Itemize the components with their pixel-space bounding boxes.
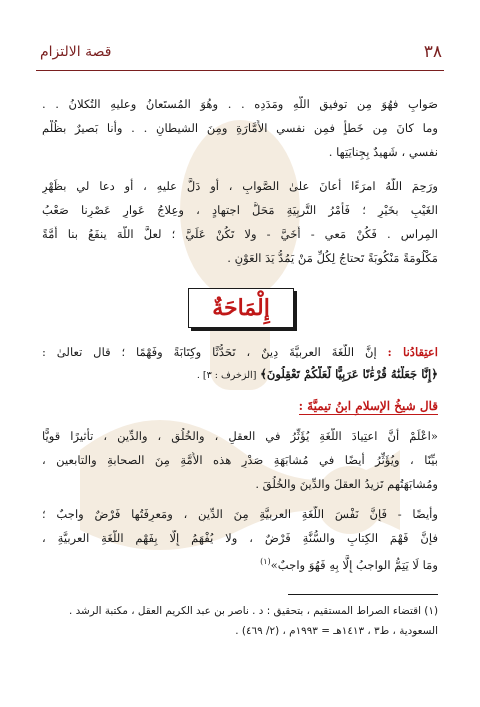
quote-heading: قال شيخُ الإسلامِ ابنُ تيميَّةَ : [298, 399, 438, 413]
verse-line [42, 366, 438, 384]
quran-verse: ﴿إِنَّا جَعَلْنَٰهُ قُرْءَٰنًا عَرَبِيًّا لَّعَلَّكُمْ تَعْقِلُونَ﴾ [260, 367, 438, 381]
belief-line [42, 344, 438, 360]
text-line: فإنَّ فَهْمَ الكِتابِ والسُّنَّةِ فَرْضٌ ، ولا يُفْهَمُ إِلَّا بِفَهْمِ اللُّغَةِ العربيَّةِ ، [42, 531, 438, 545]
verse-reference: [الزخرف : ٣] . [196, 370, 257, 381]
text-line: وأيضًا - فَإِنَّ نَفْسَ اللُّغَةِ العربيَّةِ مِنَ الدِّينِ ، ومَعرِفَتُها فَرْضٌ واجبٌ ؛ [42, 507, 438, 521]
belief-label: اعتِقادُنا : [387, 345, 438, 359]
text-line: وما كانَ مِن خَطأٍ فمِن نفسي الأَمَّارَةِ ومِنَ الشيطانِ . . وأنا بَصيرٌ بظُلْمِ [42, 121, 438, 135]
header-divider [36, 70, 444, 71]
text-line: نفسي ، شَهيدٌ بِجِنايَتِها . [328, 145, 438, 159]
page-number: ٣٨ [423, 42, 442, 62]
text-line: ورَحِمَ اللَّهُ امرَءًا أعانَ علىٰ الصَّوابِ ، أو دَلَّ عليهِ ، أو دعا لي بظَهْرِ [42, 179, 438, 193]
text-line: صَوابٍ فهُوَ مِن توفيقِ اللَّهِ ومَدَدِه . . وهُوَ المُستَعانُ وعليهِ التُكلانُ . . [42, 97, 438, 111]
text-line: بيِّنًا ، ويُؤَثِّرُ أيضًا في مُشابَهَةِ صَدْرِ هذه الأُمَّةِ مِنَ الصحابةِ والتابعين ، [42, 453, 438, 467]
footnote-line: (١) اقتضاء الصراط المستقيم ، بتحقيق : د . ناصر بن عبد الكريم العقل ، مكتبة الرشد . [68, 605, 438, 617]
footnote-line: السعودية ، ط٣ ، ١٤١٣هـ = ١٩٩٣م ، (٢/ ٤٦٩) . [235, 625, 438, 637]
text-line: ومَا لَا يَتِمُّ الواجبُ إِلَّا بِهِ فَهُوَ واجبٌ»$^{(١)}$ [260, 557, 438, 572]
text-line: مَكْلُومَةً مَنْكُوبَةً تَحتاجُ لِكُلِّ مَنْ يَمُدُّ يَدَ العَوْنِ . [227, 251, 438, 265]
section-title-box [188, 288, 294, 328]
running-title: قصة الالتزام [40, 44, 112, 60]
text-line: المِراسِ . فَكُنْ مَعي - أُخَيَّ - ولا تَكُنْ عَلَيَّ ؛ لعلَّ اللَّهَ ينفَعُ بنا أُمَّةً [42, 227, 438, 241]
footnote-marker: (١) [260, 557, 271, 566]
belief-text: إنَّ اللُّغَةَ العربيَّةَ دِينٌ ، تَحَدُّثًا وكِتَابَةً وفَهْمًا ؛ قال تعالىٰ : [42, 345, 377, 359]
text-line: الغَيْبِ بخَيْرٍ ؛ فَأَمْرُ التَّربِيَةِ مَحَلُّ اجتهادٍ ، وعِلاجُ عَوارٍ عَصْرِنا صَعْبُ [42, 203, 438, 217]
footnote-divider [288, 594, 438, 595]
section-title: إِلْمَاحَةٌ [212, 295, 270, 321]
text-line: ومُشابَهَتُهم تَزيدُ العقلَ والدِّينَ والخُلُقَ . [255, 477, 438, 491]
page-header [36, 40, 444, 70]
text-line: «اعْلَمْ أنَّ اعتِيادَ اللُّغَةِ يُؤَثِّرُ في العقلِ ، والخُلُقِ ، والدِّينِ ، تأثيرًا قويًّا [42, 429, 438, 443]
